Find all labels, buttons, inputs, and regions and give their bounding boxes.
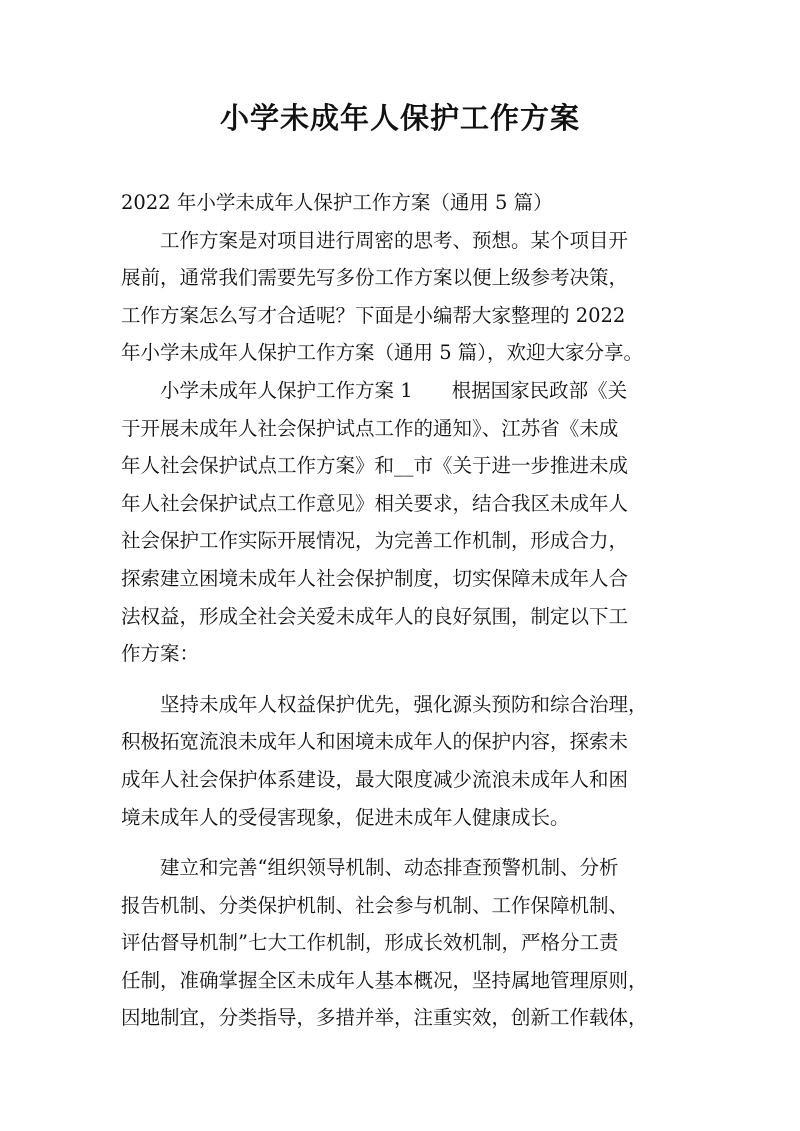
paragraph-line: 任制，准确掌握全区未成年人基本概况，坚持属地管理原则，: [121, 968, 648, 992]
paragraph-line: 探索建立困境未成年人社会保护制度，切实保障未成年人合: [121, 566, 629, 590]
paragraph-line: 积极拓宽流浪未成年人和困境未成年人的保护内容，探索未: [121, 730, 629, 754]
paragraph-line: 社会保护工作实际开展情况，为完善工作机制，形成合力，: [121, 529, 629, 553]
paragraph-gap: [121, 673, 691, 686]
document-body: [121, 184, 691, 1037]
paragraph-line: 年人社会保护试点工作意见》相关要求，结合我区未成年人: [121, 491, 629, 515]
paragraph-line: 年人社会保护试点工作方案》和__市《关于进一步推进未成: [121, 454, 629, 478]
paragraph-line: 成年人社会保护体系建设，最大限度减少流浪未成年人和困: [121, 767, 629, 791]
paragraph-line: 坚持未成年人权益保护优先，强化源头预防和综合治理，: [121, 692, 648, 716]
paragraph-line: 于开展未成年人社会保护试点工作的通知》、江苏省《未成: [121, 416, 619, 440]
paragraph-line: 评估督导机制”七大工作机制，形成长效机制，严格分工责: [121, 931, 619, 955]
paragraph-gap: [121, 836, 691, 849]
paragraph-line: 工作方案怎么写才合适呢？下面是小编帮大家整理的 2022: [121, 303, 626, 327]
paragraph-line: 法权益，形成全社会关爱未成年人的良好氛围，制定以下工: [121, 604, 629, 628]
paragraph-line: 作方案：: [121, 642, 200, 666]
paragraph-line: 展前，通常我们需要先写多份工作方案以便上级参考决策，: [121, 266, 629, 290]
paragraph-line: 因地制宜，分类指导，多措并举，注重实效，创新工作载体，: [121, 1006, 648, 1030]
subtitle-line: 2022 年小学未成年人保护工作方案（通用 5 篇）: [121, 191, 553, 214]
paragraph-line: 境未成年人的受侵害现象，促进未成年人健康成长。: [121, 805, 570, 829]
paragraph-line: 报告机制、分类保护机制、社会参与机制、工作保障机制、: [121, 893, 629, 917]
paragraph-line: 年小学未成年人保护工作方案（通用 5 篇），欢迎大家分享。: [121, 341, 644, 365]
paragraph-line: 建立和完善“组织领导机制、动态排查预警机制、分析: [121, 856, 619, 880]
paragraph-line: 小学未成年人保护工作方案 1 根据国家民政部《关: [121, 378, 628, 402]
paragraph-line: 工作方案是对项目进行周密的思考、预想。某个项目开: [121, 228, 629, 252]
document-title: 小学未成年人保护工作方案: [219, 101, 580, 135]
